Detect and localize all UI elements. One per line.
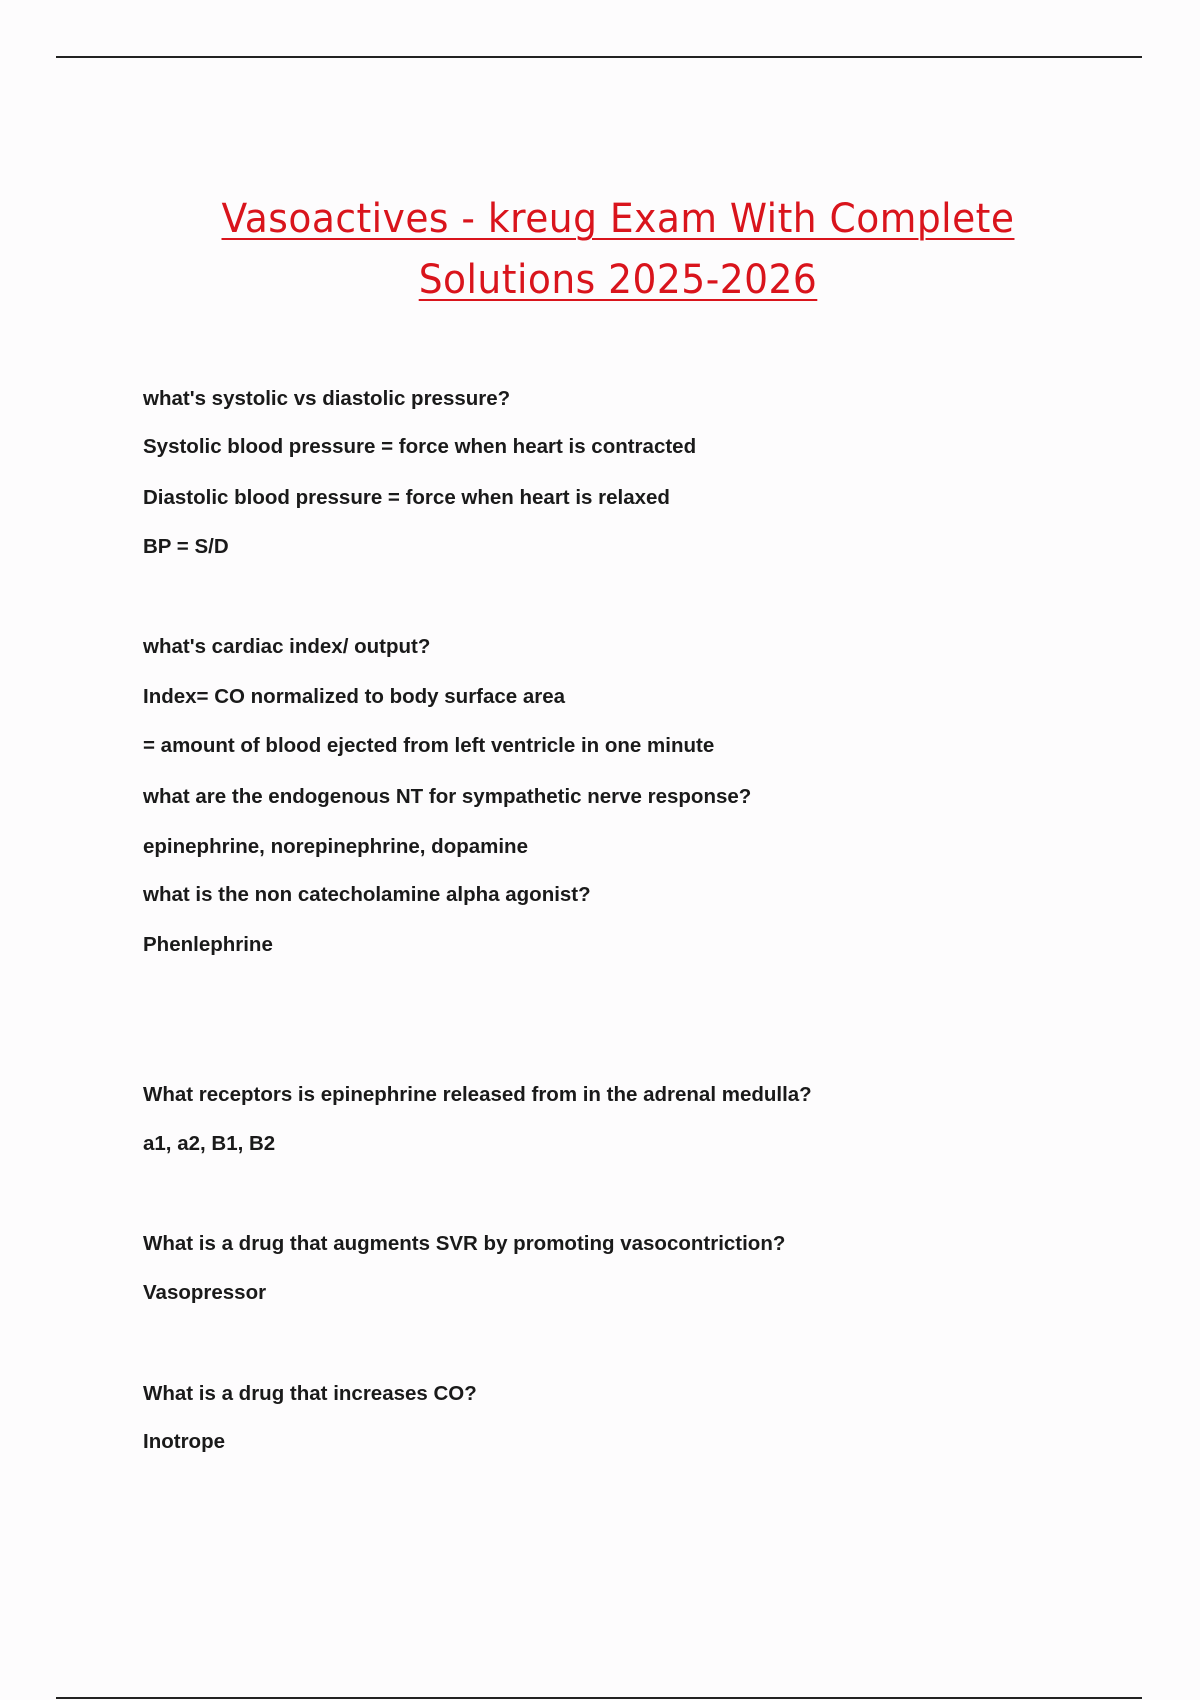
question-text: what's systolic vs diastolic pressure?	[143, 387, 511, 410]
bottom-rule	[56, 1697, 1142, 1699]
answer-text: epinephrine, norepinephrine, dopamine	[143, 835, 528, 858]
answer-text: Index= CO normalized to body surface area	[143, 685, 566, 708]
question-text: what is the non catecholamine alpha agonist?	[143, 883, 591, 906]
answer-text: Phenlephrine	[143, 933, 273, 956]
answer-text: Inotrope	[143, 1430, 225, 1453]
question-text: What receptors is epinephrine released from in the adrenal medulla?	[143, 1083, 812, 1106]
question-text: what are the endogenous NT for sympathetic nerve response?	[143, 785, 752, 808]
question-text: What is a drug that augments SVR by promoting vasocontriction?	[143, 1232, 786, 1255]
top-rule	[56, 56, 1142, 58]
question-text: what's cardiac index/ output?	[143, 635, 431, 658]
document-title-line-1: Vasoactives - kreug Exam With Complete	[221, 196, 1015, 242]
answer-text: Diastolic blood pressure = force when heart is relaxed	[143, 486, 670, 509]
answer-text: BP = S/D	[143, 535, 229, 558]
answer-text: a1, a2, B1, B2	[143, 1132, 276, 1155]
answer-text: Systolic blood pressure = force when heart is contracted	[143, 435, 697, 458]
answer-text: Vasopressor	[143, 1281, 267, 1304]
answer-text: = amount of blood ejected from left ventricle in one minute	[143, 734, 715, 757]
document-title-line-2: Solutions 2025-2026	[418, 257, 818, 303]
question-text: What is a drug that increases CO?	[143, 1382, 477, 1405]
